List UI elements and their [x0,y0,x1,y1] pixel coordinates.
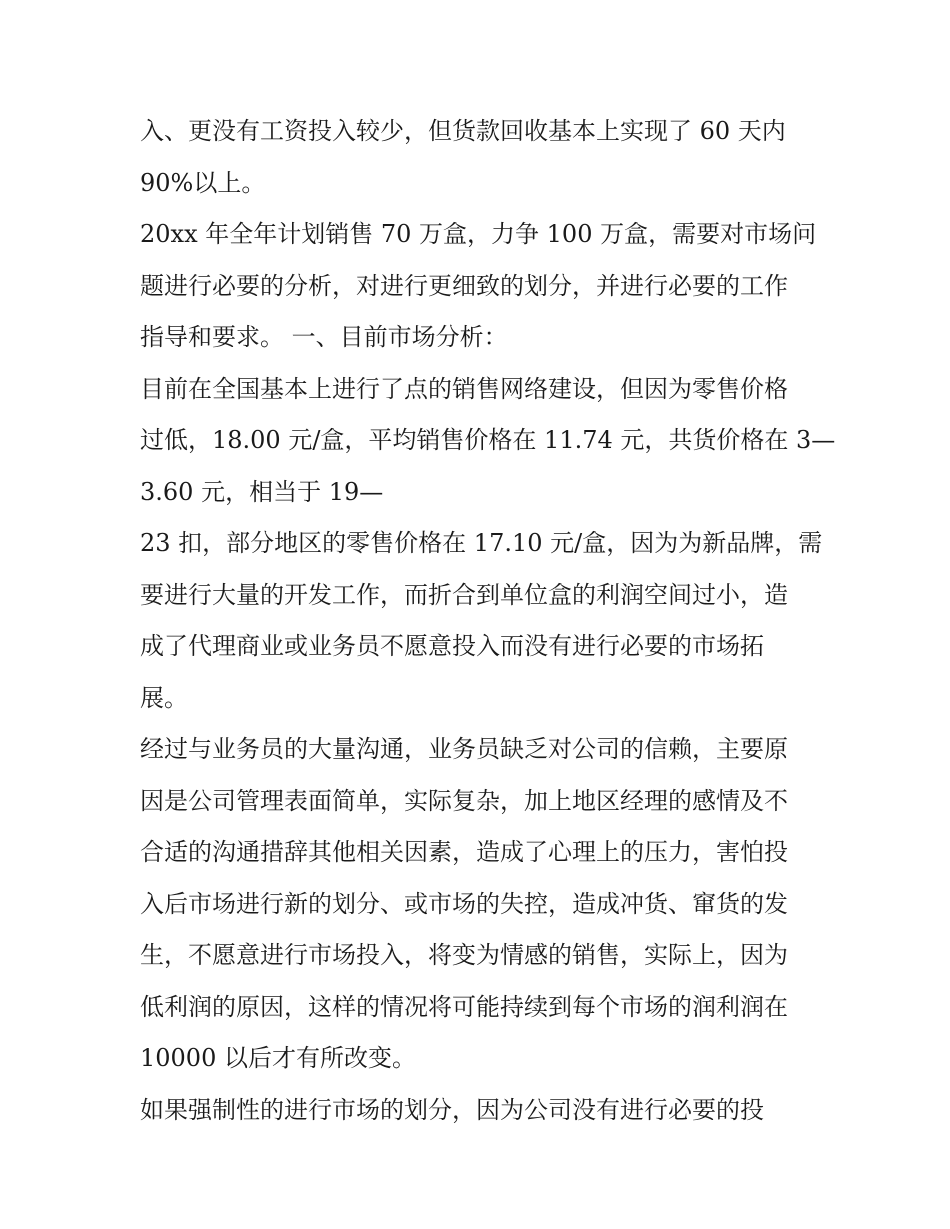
document-body [140,106,836,1136]
paragraph-5 [140,724,820,1085]
paragraph-4 [140,518,823,724]
text-line: 如果强制性的进行市场的划分，因为公司没有进行必要的投 [140,1095,764,1124]
paragraph-3 [140,364,836,519]
paragraph-2 [140,209,820,364]
text-line: 展。 [140,683,188,712]
text-line: 生，不愿意进行市场投入，将变为情感的销售，实际上，因为 [140,941,788,969]
text-line: 题进行必要的分析，对进行更细致的划分，并进行必要的工作 [140,271,788,300]
paragraph-1 [140,106,820,209]
text-line: 入后市场进行新的划分、或市场的失控，造成冲货、窜货的发 [140,889,788,918]
text-line: 10000 以后才有所改变。 [140,1044,416,1072]
text-line: 入、更没有工资投入较少，但货款回收基本上实现了 60 天内 [140,117,786,145]
text-line: 成了代理商业或业务员不愿意投入而没有进行必要的市场拓 [140,632,764,660]
text-line: 20xx 年全年计划销售 70 万盒，力争 100 万盒，需要对市场问 [140,220,817,248]
text-line: 90%以上。 [140,168,266,197]
text-line: 目前在全国基本上进行了点的销售网络建设，但因为零售价格 [140,374,788,403]
text-line: 因是公司管理表面简单，实际复杂，加上地区经理的感情及不 [140,786,788,815]
text-line: 指导和要求。 一、目前市场分析： [140,323,508,351]
text-line: 低利润的原因，这样的情况将可能持续到每个市场的润利润在 [140,992,788,1021]
text-line: 3.60 元，相当于 19— [140,477,384,506]
paragraph-6 [140,1085,820,1137]
text-line: 过低，18.00 元/盒，平均销售价格在 11.74 元，共货价格在 3— [140,426,836,454]
text-line: 要进行大量的开发工作，而折合到单位盒的利润空间过小，造 [140,580,788,609]
text-line: 23 扣，部分地区的零售价格在 17.10 元/盒，因为为新品牌，需 [140,529,823,557]
text-line: 合适的沟通措辞其他相关因素，造成了心理上的压力，害怕投 [140,838,788,866]
text-line: 经过与业务员的大量沟通，业务员缺乏对公司的信赖，主要原 [140,735,788,763]
